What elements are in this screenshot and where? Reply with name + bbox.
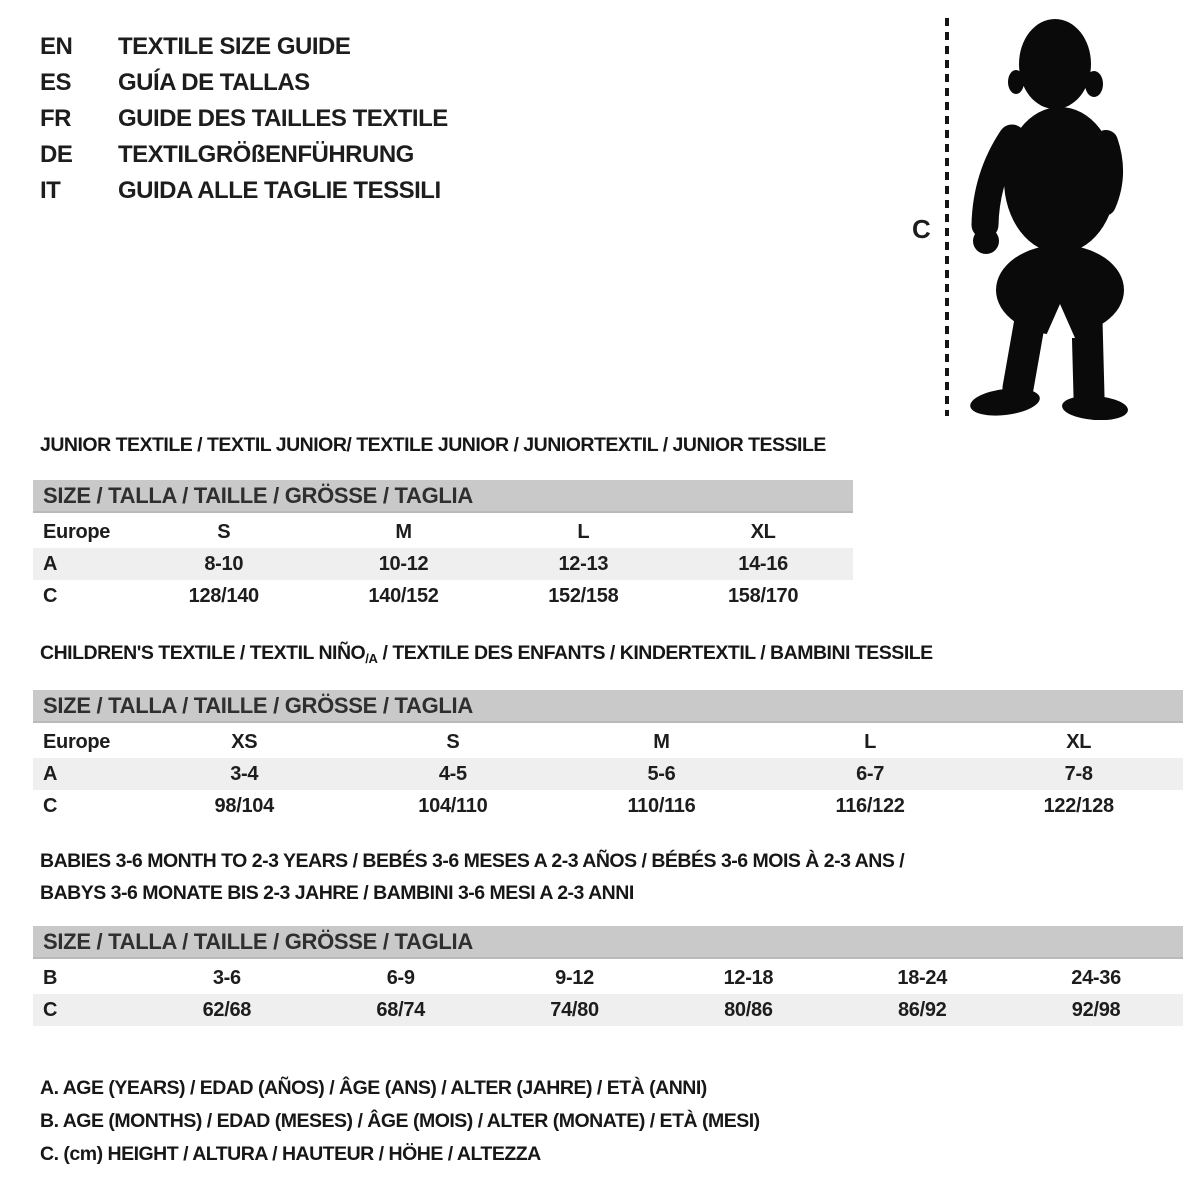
legend-line-c: C. (cm) HEIGHT / ALTURA / HAUTEUR / HÖHE / ALTEZZA: [40, 1143, 541, 1165]
babies-size-table: [33, 926, 1183, 1026]
children-title-part: CHILDREN'S TEXTILE / TEXTIL NIÑO: [40, 642, 366, 664]
row-label: B: [43, 967, 58, 989]
language-row-es: [40, 65, 448, 101]
row-label: A: [43, 763, 58, 785]
table-cell: 110/116: [627, 795, 696, 817]
table-cell: 140/152: [368, 585, 439, 607]
table-cell: 74/80: [550, 999, 599, 1021]
language-row-de: [40, 137, 448, 173]
legend-line-a: A. AGE (YEARS) / EDAD (AÑOS) / ÂGE (ANS) / ALTER (JAHRE) / ETÀ (ANNI): [40, 1077, 707, 1099]
row-label: Europe: [43, 731, 111, 753]
table-cell: 152/158: [548, 585, 619, 607]
table-cell: 68/74: [376, 999, 425, 1021]
table-row: [33, 790, 1183, 822]
table-cell: 128/140: [188, 585, 259, 607]
table-cell: 80/86: [724, 999, 773, 1021]
babies-section-title-line2: BABYS 3-6 MONATE BIS 2-3 JAHRE / BAMBINI 3-6 MESI A 2-3 ANNI: [40, 882, 634, 904]
table-cell: 12-18: [723, 967, 774, 989]
table-cell: 3-6: [212, 967, 241, 989]
table-row: [33, 726, 1183, 758]
language-code: IT: [40, 177, 61, 204]
table-cell: 5-6: [647, 763, 676, 785]
row-label: A: [43, 553, 58, 575]
height-measure-label: C: [912, 214, 931, 244]
language-code: FR: [40, 105, 71, 132]
size-table-header: SIZE / TALLA / TAILLE / GRÖSSE / TAGLIA: [33, 926, 1183, 959]
table-cell: 86/92: [897, 999, 947, 1021]
language-title-list: [40, 29, 448, 209]
children-size-table: [33, 690, 1183, 822]
table-cell: M: [395, 521, 412, 543]
junior-size-table: [33, 480, 853, 612]
language-code: EN: [40, 33, 73, 60]
language-code: DE: [40, 141, 73, 168]
table-cell: L: [577, 521, 590, 543]
table-cell: M: [653, 731, 670, 753]
language-title: GUIDE DES TAILLES TEXTILE: [118, 105, 448, 132]
measure-legend: [40, 1072, 760, 1171]
legend-line-b: B. AGE (MONTHS) / EDAD (MESES) / ÂGE (MOIS) / ALTER (MONATE) / ETÀ (MESI): [40, 1110, 760, 1132]
table-cell: 116/122: [835, 795, 905, 817]
table-cell: 6-7: [856, 763, 885, 785]
table-row: [33, 548, 853, 580]
language-code: ES: [40, 69, 72, 96]
table-cell: 9-12: [555, 967, 594, 989]
language-row-fr: [40, 101, 448, 137]
table-cell: 4-5: [438, 763, 467, 785]
row-label: C: [43, 795, 58, 817]
children-title-subscript: /A: [365, 651, 378, 666]
toddler-silhouette-icon: [956, 12, 1138, 420]
language-title: GUIDA ALLE TAGLIE TESSILI: [118, 177, 441, 204]
language-row-en: [40, 29, 448, 65]
children-title-part: / TEXTILE DES ENFANTS / KINDERTEXTIL / BAMBINI TESSILE: [377, 642, 933, 664]
table-cell: 98/104: [214, 795, 274, 817]
table-cell: S: [446, 731, 460, 753]
language-title: TEXTILE SIZE GUIDE: [118, 33, 351, 60]
table-row: [33, 580, 853, 612]
row-label: Europe: [43, 521, 111, 543]
table-row: [33, 516, 853, 548]
babies-section-title-line1: BABIES 3-6 MONTH TO 2-3 YEARS / BEBÉS 3-6 MESES A 2-3 AÑOS / BÉBÉS 3-6 MOIS À 2-3 ANS /: [40, 850, 905, 872]
row-label: C: [43, 999, 58, 1021]
table-cell: 62/68: [202, 999, 252, 1021]
table-cell: 92/98: [1071, 999, 1121, 1021]
table-cell: 3-4: [230, 763, 259, 785]
language-row-it: [40, 173, 448, 209]
table-cell: 104/110: [418, 795, 488, 817]
language-title: GUÍA DE TALLAS: [118, 69, 310, 96]
table-cell: S: [217, 521, 231, 543]
table-cell: 10-12: [378, 553, 429, 575]
row-label: C: [43, 585, 58, 607]
table-row: [33, 758, 1183, 790]
table-cell: L: [864, 731, 877, 753]
table-cell: XL: [1066, 731, 1092, 753]
size-table-header: SIZE / TALLA / TAILLE / GRÖSSE / TAGLIA: [33, 690, 1183, 723]
children-section-title: [40, 642, 933, 666]
table-cell: XS: [231, 731, 258, 753]
table-cell: 7-8: [1064, 763, 1093, 785]
table-row: [33, 962, 1183, 994]
table-cell: 158/170: [727, 585, 799, 607]
language-title: TEXTILGRÖßENFÜHRUNG: [118, 141, 414, 168]
table-row: [33, 994, 1183, 1026]
table-cell: 8-10: [204, 553, 244, 575]
table-cell: 24-36: [1071, 967, 1121, 989]
table-cell: XL: [750, 521, 776, 543]
table-cell: 18-24: [897, 967, 948, 989]
table-cell: 12-13: [558, 553, 609, 575]
table-cell: 14-16: [738, 553, 788, 575]
junior-section-title: JUNIOR TEXTILE / TEXTIL JUNIOR/ TEXTILE JUNIOR / JUNIORTEXTIL / JUNIOR TESSILE: [40, 434, 826, 456]
size-table-header: SIZE / TALLA / TAILLE / GRÖSSE / TAGLIA: [33, 480, 853, 513]
height-measure-dashed-line: [945, 18, 949, 416]
table-cell: 122/128: [1043, 795, 1114, 817]
table-cell: 6-9: [386, 967, 415, 989]
